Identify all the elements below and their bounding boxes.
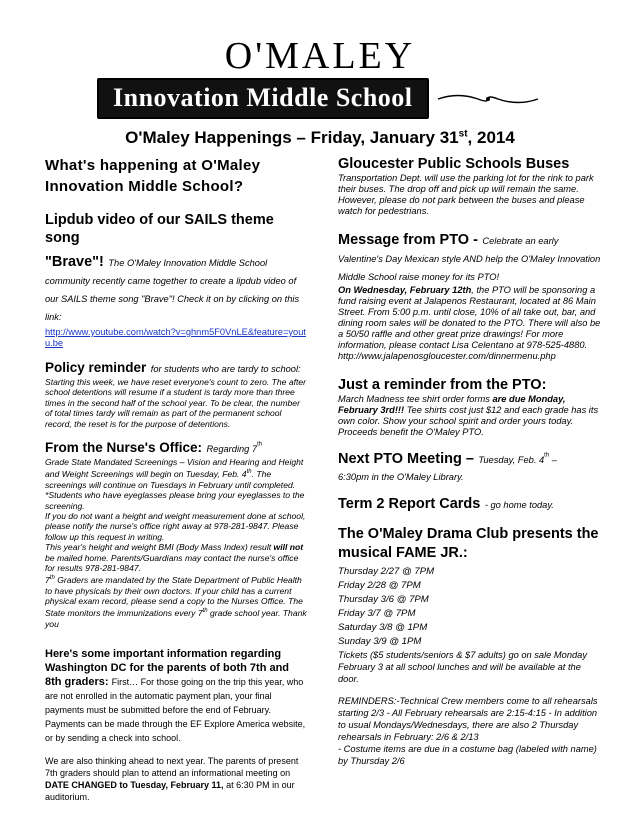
headline-text: O'Maley Happenings – Friday, January 31 [125,128,459,147]
meeting-line2: 6:30pm in the O'Maley Library. [338,472,464,482]
nurse-title: From the Nurse's Office: [45,440,202,456]
drama-reminders: REMINDERS:-Technical Crew members come to all rehearsals starting 2/3 - All February rehearsals are 2:15-4:15 - In addition to usual Mondays/Wednesdays, there are also 2 Thursday rehearsals in February: 2/6 & 2/13 [338,696,598,742]
pto-lead: Celebrate an early Valentine's Day Mexican style AND help the O'Maley Innovation Middle School raise money for its PTO! [338,236,601,282]
drama-section [338,525,603,767]
reminder-title: Just a reminder from the PTO: [338,377,547,393]
drama-date: Thursday 2/27 @ 7PM [338,566,435,577]
drama-schedule [338,565,603,649]
meeting-lead: Tuesday, Feb. 4 [478,455,545,465]
lipdub-title: Lipdub video of our SAILS theme song [45,212,274,246]
buses-body: Transportation Dept. will use the parking lot for the rink to park their buses. The drop off and pick up will remain the same. However, please do not park between the buses and please watch for pedestrians. [338,173,594,216]
nurse-p1-sup: th [246,469,252,476]
pto-title: Message from PTO - [338,232,478,248]
drama-date: Friday 2/28 @ 7PM [338,580,421,591]
policy-title: Policy reminder [45,360,147,375]
lipdub-body: The O'Maley Innovation Middle School community recently came together to create a lipdub video of our SAILS theme song "Brave"! Check it on by clicking on this link: [45,258,300,322]
drama-title: The O'Maley Drama Club presents the musical FAME JR.: [338,526,599,561]
nurse-lead-sup: th [257,441,263,448]
reminder-b: are due Monday, February 3rd!!! [338,394,566,415]
meeting-title: Next PTO Meeting – [338,451,474,467]
reminder-c: Tee shirts cost just $12 and each grade has its own color. Show your school spirit and order yours today. Proceeds benefit the O'Maley PTO. [338,405,599,437]
nurse-p1-end: . The screenings will continue on Tuesdays in February until completed. [45,469,296,490]
lipdub-title-brave: "Brave"! [45,254,104,270]
nurse-body: Grade State Mandated Screenings – Vision and Hearing and Height and Weight Screenings will begin on Tuesday, Feb. 4th. The screenings will continue on Tuesdays in February until completed. *Students who have eyeglasses please bring your eyeglasses to the screening. If you do not want a height and weight measurement done at school, please notify the nurse's office right away at 978-281-9847. Please follow up this request in writing. This year's height and weight BMI (Body Mass Index) result will not be mailed home. Parents/Guardians may contact the nurse's office for results 978-281-9847. 7th Graders are mandated by the State Department of Public Health to have physicals by their own doctors. If your child has a current physical exam record, please send a copy to the Nurses Office. The State monitors the immunizations every 7th grade school year. Thank you [45,457,307,629]
lipdub-section [45,211,307,349]
report-title: Term 2 Report Cards [338,496,481,512]
dc-title: Here's some important information regarding Washington DC for the parents of both 7th and 8th graders: [45,648,290,689]
nurse-p5a: Graders are mandated by the State Department of Public Health to have physicals by their own doctors. If your child has a current physical exam record, please send a copy to the Nurses Office. The State monitors the immunizations every 7 [45,575,303,619]
nurse-p4b: will not [273,542,304,553]
dc-p1: First… For those going on the trip this year, who are not enrolled in the automatic payment plan, your final payments must be submitted before the end of February. Payments can be made through the EF Explore America website, or by sending a check into school. [45,677,306,744]
drama-costume: - Costume items are due in a costume bag (labeled with name) by Thursday 2/6 [338,744,597,766]
policy-body: Starting this week, we have reset everyone's count to zero. The after school detentions will resume if a student is tardy more than three times in the second half of the school year. To be clear, the number of total times tardy will remain as part of the permanent school record, the reset is for the purpose of detentions. [45,377,307,429]
nurse-p5-sup2: th [202,608,208,615]
meeting-tail: – [549,455,557,465]
nurse-p4a: This year's height and weight BMI (Body Mass Index) result [45,542,272,553]
nurse-lead: Regarding 7 [206,444,258,455]
nurse-section [45,439,307,629]
lipdub-video-link[interactable]: http://www.youtube.com/watch?v=ghnm5F0VnLE&feature=youtu.be [45,327,306,348]
nurse-p3: If you do not want a height and weight measurement done at school, please notify the nurse's office right away at 978-281-9847. Please follow up this request in writing. [45,510,306,542]
nurse-p4c: be mailed home. Parents/Guardians may contact the nurse's office for results 978-281-9847. [45,552,299,573]
dc-section [45,647,307,803]
meeting-sup: th [544,452,550,459]
drama-tickets: Tickets ($5 students/seniors & $7 adults) go on sale Monday February 3 at all school lunches and will be available at the door. [338,650,588,684]
school-name: O'MALEY [224,35,416,77]
headline-year: , 2014 [467,128,515,147]
report-lead: - go home today. [484,500,554,510]
drama-date: Sunday 3/9 @ 1PM [338,636,422,647]
buses-title: Gloucester Public Schools Buses [338,156,570,172]
headline-sup: st [458,128,468,140]
drama-date: Thursday 3/6 @ 7PM [338,594,429,605]
dc-p2c: at 6:30 PM in our auditorium. [45,780,295,803]
dc-p2 [45,755,307,803]
policy-lead: for students who are tardy to school: [150,364,301,374]
intro-section [45,155,307,197]
ornament-flourish [433,92,543,106]
pto-body: , the PTO will be sponsoring a fund raising event at Jalapenos Restaurant, located at 86 Main Street. From 5:00 p.m. until close, 10% of all take out, bar, and dining room sales will be donated to the PTO. There will also be a 50/50 raffle and other great prize drawings! For more information, please contact Lisa Celentano at 978-525-4880. [338,285,601,350]
right-column [338,155,603,777]
intro-title: What's happening at O'Maley Innovation Middle School? [45,157,261,195]
drama-date: Saturday 3/8 @ 1PM [338,622,428,633]
newsletter-headline [0,128,640,148]
masthead [0,36,640,119]
dc-p2a: We are also thinking ahead to next year. The parents of present 7th graders should plan to attend an informational meeting on [45,756,299,779]
left-column [45,155,307,813]
buses-section [338,155,603,217]
pto-url: http://www.jalapenosgloucester.com/dinnermenu.php [338,351,556,361]
nurse-p1: Grade State Mandated Screenings – Vision and Hearing and Height and Weight Screenings will begin on Tuesday, Feb. 4 [45,457,304,480]
reminder-section [338,376,603,438]
dc-p2b: DATE CHANGED to Tuesday, February 11, [45,780,224,791]
meeting-section [338,450,603,483]
drama-date: Friday 3/7 @ 7PM [338,608,416,619]
school-banner: Innovation Middle School [97,78,429,119]
nurse-p2: *Students who have eyeglasses please bring your eyeglasses to the screening. [45,490,305,511]
reminder-a: March Madness tee shirt order forms [338,394,490,404]
report-section [338,495,603,513]
pto-date: On Wednesday, February 12th [338,285,472,295]
pto-section [338,231,603,362]
policy-section [45,359,307,429]
nurse-p5-sup: th [49,575,55,582]
nurse-p5b: grade school year. Thank you [45,608,307,629]
